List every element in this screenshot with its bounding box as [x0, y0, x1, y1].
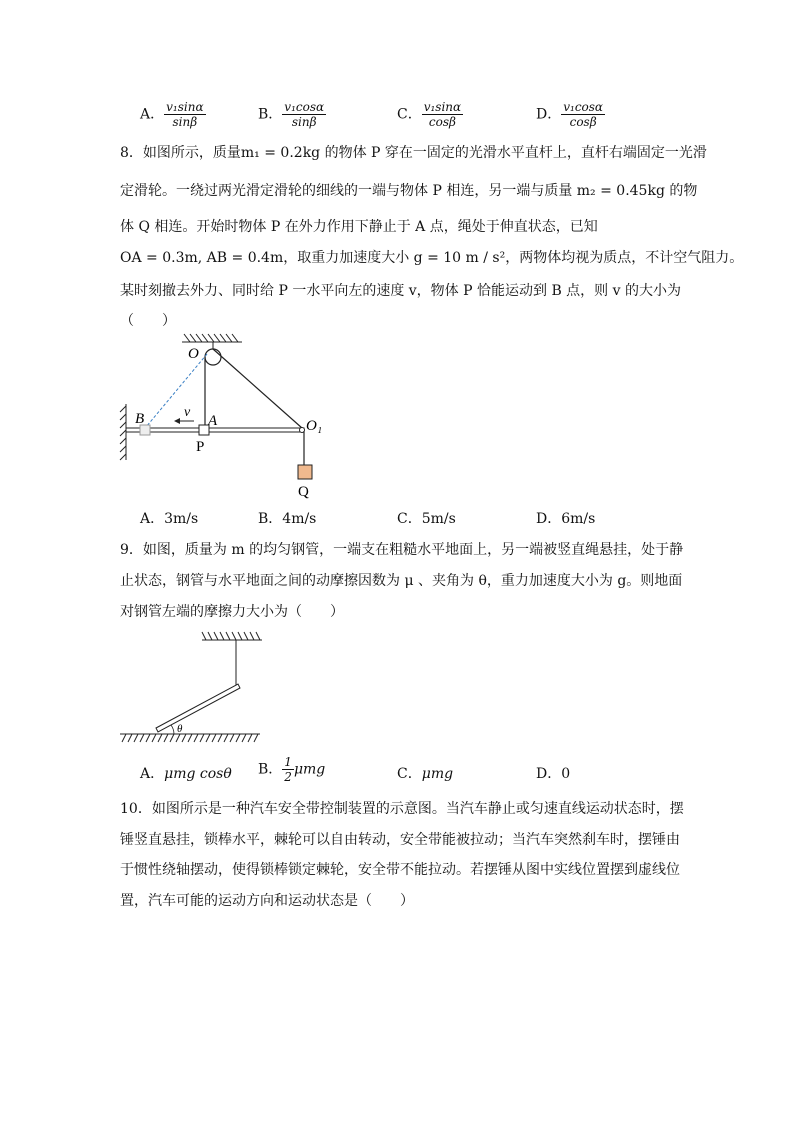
- q8-line-1: 8．如图所示，质量m₁ = 0.2kg 的物体 P 穿在一固定的光滑水平直杆上，直杆右端固定一光滑: [120, 145, 707, 161]
- q8-figure: [110, 330, 340, 505]
- q8-line-2: 定滑轮。一绕过两光滑定滑轮的细线的一端与物体 P 相连，另一端与质量 m₂ = 0.45kg 的物: [120, 183, 698, 199]
- q8-line-6: （ ）: [120, 313, 176, 329]
- q7-option-d: D． $\frac{\text{v₁cosα}}{\cos\beta}$: [536, 100, 604, 129]
- q8-line-5: 某时刻撤去外力、同时给 P 一水平向左的速度 v，物体 P 恰能运动到 B 点，则 v 的大小为: [120, 283, 681, 299]
- q9-option-a: A．μmg cosθ: [140, 766, 232, 782]
- ceiling-hatch: [182, 334, 242, 342]
- label-o: O: [188, 346, 199, 362]
- q8-line-3: 体 Q 相连。开始时物体 P 在外力作用下静止于 A 点，绳处于伸直状态，已知: [120, 219, 598, 235]
- rope-o-o1: [213, 349, 302, 428]
- q8-line-4: OA = 0.3m, AB = 0.4m，取重力加速度大小 g = 10 m / s²，两物体均视为质点，不计空气阻力。: [120, 250, 744, 266]
- q9-line-3: 对钢管左端的摩擦力大小为（ ）: [120, 604, 344, 620]
- q9-option-b: B． $\frac{1}{2}$ μmg: [258, 755, 326, 784]
- q8-option-c: C．5m/s: [397, 511, 456, 527]
- label-o1: O₁: [306, 418, 323, 434]
- q10-line-3: 于惯性绕轴摆动，使得锁棒锁定棘轮，安全带不能拉动。若摆锤从图中实线位置摆到虚线位: [120, 862, 680, 878]
- q8-option-b: B．4m/s: [258, 511, 317, 527]
- q10-line-4: 置，汽车可能的运动方向和运动状态是（ ）: [120, 893, 414, 909]
- label-q: Q: [298, 484, 309, 500]
- q10-line-2: 锤竖直悬挂，锁棒水平，棘轮可以自由转动，安全带能被拉动；当汽车突然刹车时，摆锤由: [120, 832, 680, 848]
- q7-option-b: B． $\frac{\text{v₁cosα}}{\sin\beta}$: [258, 100, 325, 129]
- q7-option-c: C． $\frac{\text{v₁sinα}}{\cos\beta}$: [397, 100, 462, 129]
- angle-arc: [171, 725, 174, 734]
- pulley-o: [205, 349, 221, 365]
- q8-option-d: D．6m/s: [536, 511, 596, 527]
- q9-option-d: D．0: [536, 766, 571, 782]
- q8-option-a: A．3m/s: [140, 511, 199, 527]
- q10-line-1: 10．如图所示是一种汽车安全带控制装置的示意图。当汽车静止或匀速直线运动状态时，摆: [120, 801, 684, 817]
- q9-option-c: C．μmg: [397, 766, 454, 782]
- ground-hatch: [120, 734, 260, 742]
- label-a: A: [208, 413, 218, 429]
- dashed-ob: [146, 354, 207, 427]
- block-q: [298, 465, 312, 479]
- label-p: P: [196, 439, 205, 455]
- label-v: v: [184, 405, 191, 420]
- wall-hatch: [120, 404, 126, 460]
- label-b: B: [135, 411, 145, 427]
- label-theta: θ: [177, 723, 183, 735]
- steel-pipe: [156, 684, 240, 732]
- ceiling-hatch: [202, 632, 262, 640]
- q9-line-1: 9．如图，质量为 m 的均匀钢管，一端支在粗糙水平地面上，另一端被竖直绳悬挂，处于静: [120, 542, 684, 558]
- q9-line-2: 止状态，钢管与水平地面之间的动摩擦因数为 μ 、夹角为 θ，重力加速度大小为 g。则地面: [120, 573, 683, 589]
- q9-figure: [118, 630, 268, 745]
- q7-option-a: A． $\frac{\text{v₁sinα}}{\sin\beta}$: [140, 100, 204, 129]
